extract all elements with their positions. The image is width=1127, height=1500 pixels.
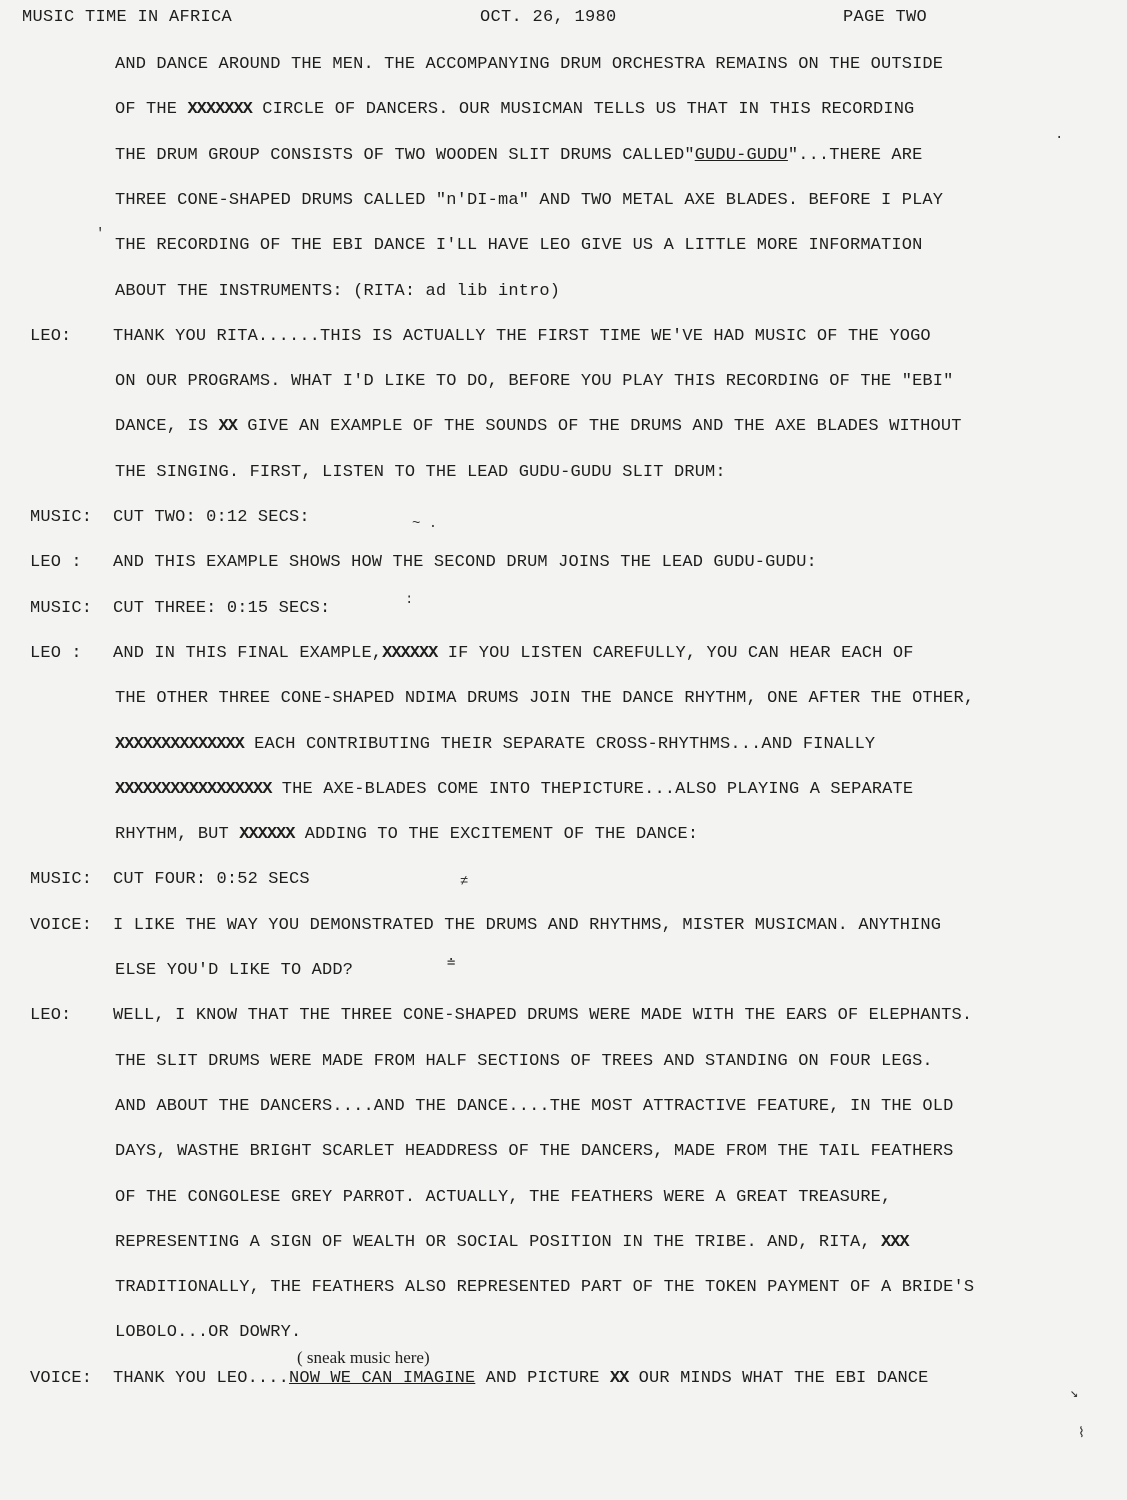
typed-over-text: XXXXXXXXXXXXXXXXX — [115, 779, 272, 799]
script-line — [0, 414, 1127, 440]
line-text — [115, 460, 726, 486]
line-text — [115, 1094, 953, 1120]
text-run: AND THIS EXAMPLE SHOWS HOW THE SECOND DRUM JOINS THE LEAD GUDU-GUDU: — [113, 553, 817, 573]
text-run: ABOUT THE INSTRUMENTS: (RITA: ad lib intro) — [115, 281, 561, 301]
text-run: IF YOU LISTEN CAREFULLY, YOU CAN HEAR EACH OF — [437, 643, 914, 663]
text-run: OF THE CONGOLESE GREY PARROT. ACTUALLY, THE FEATHERS WERE A GREAT TREASURE, — [115, 1187, 892, 1207]
text-run: AND PICTURE — [475, 1368, 610, 1388]
text-run: CUT THREE: 0:15 SECS: — [113, 598, 331, 618]
typed-over-text: XX — [218, 417, 237, 437]
speaker-label: MUSIC: — [30, 598, 93, 618]
text-run: DAYS, WASTHE BRIGHT SCARLET HEADDRESS OF THE DANCERS, MADE FROM THE TAIL FEATHERS — [115, 1142, 954, 1162]
text-run: THREE CONE-SHAPED DRUMS CALLED "n'DI-ma" AND TWO METAL AXE BLADES. BEFORE I PLAY — [115, 190, 944, 210]
line-text — [115, 1139, 953, 1165]
typed-over-text: XXXXXXXXXXXXXX — [115, 734, 244, 754]
text-run: OUR MINDS WHAT THE EBI DANCE — [628, 1368, 929, 1388]
line-text — [113, 1003, 972, 1029]
script-line — [0, 822, 1127, 848]
program-title: MUSIC TIME IN AFRICA — [22, 8, 233, 27]
script-line — [0, 97, 1127, 123]
text-run: ON OUR PROGRAMS. WHAT I'D LIKE TO DO, BEFORE YOU PLAY THIS RECORDING OF THE "EBI" — [115, 372, 954, 392]
script-line — [0, 1094, 1127, 1120]
text-run: EACH CONTRIBUTING THEIR SEPARATE CROSS-RHYTHMS...AND FINALLY — [243, 734, 876, 754]
line-text — [115, 188, 943, 214]
script-line — [0, 505, 1127, 531]
line-text — [115, 279, 560, 305]
speaker-label: VOICE: — [30, 1368, 93, 1388]
speaker-label: VOICE: — [30, 915, 93, 935]
line-text — [115, 414, 962, 440]
line-text — [115, 1320, 301, 1346]
text-run: THE AXE-BLADES COME INTO THEPICTURE...ALSO PLAYING A SEPARATE — [271, 779, 914, 799]
line-text — [113, 596, 330, 622]
text-run: GIVE AN EXAMPLE OF THE SOUNDS OF THE DRUMS AND THE AXE BLADES WITHOUT — [236, 417, 962, 437]
line-text — [113, 641, 914, 667]
line-text — [115, 777, 913, 803]
text-run: THANK YOU RITA......THIS IS ACTUALLY THE FIRST TIME WE'VE HAD MUSIC OF THE YOGO — [113, 326, 931, 346]
script-line — [0, 1003, 1127, 1029]
script-line — [0, 1366, 1127, 1392]
text-run: AND IN THIS FINAL EXAMPLE, — [113, 643, 383, 663]
underlined-text: GUDU-GUDU — [694, 145, 788, 165]
speaker-label: LEO: — [30, 326, 72, 346]
script-line — [0, 777, 1127, 803]
script-line — [0, 1275, 1127, 1301]
line-text — [113, 324, 931, 350]
text-run: THE SINGING. FIRST, LISTEN TO THE LEAD GUDU-GUDU SLIT DRUM: — [115, 462, 726, 482]
line-text — [115, 369, 953, 395]
typed-over-text: XXXXXX — [239, 825, 295, 845]
line-text — [115, 143, 922, 169]
script-line — [0, 641, 1127, 667]
typed-over-text: XXXXXX — [382, 643, 438, 663]
speaker-label: LEO: — [30, 1006, 72, 1026]
text-run: THE OTHER THREE CONE-SHAPED NDIMA DRUMS JOIN THE DANCE RHYTHM, ONE AFTER THE OTHER, — [115, 689, 975, 709]
speaker-label: MUSIC: — [30, 508, 93, 527]
text-run: RHYTHM, BUT — [115, 825, 240, 845]
typed-over-text: XXXXXXX — [187, 100, 252, 120]
stray-mark: ⌇ — [1078, 1426, 1085, 1442]
stray-mark: ' — [96, 226, 105, 242]
line-text — [115, 233, 922, 259]
script-line — [0, 958, 1127, 984]
script-line — [0, 1320, 1127, 1346]
text-run: I LIKE THE WAY YOU DEMONSTRATED THE DRUMS AND RHYTHMS, MISTER MUSICMAN. ANYTHING — [113, 915, 942, 935]
script-line — [0, 1139, 1127, 1165]
line-text — [115, 1049, 933, 1075]
stray-mark: ↘ — [1070, 1386, 1079, 1402]
line-text — [113, 1366, 929, 1392]
text-run: ADDING TO THE EXCITEMENT OF THE DANCE: — [294, 825, 699, 845]
broadcast-date: OCT. 26, 1980 — [480, 8, 617, 27]
typed-over-text: XXX — [881, 1232, 909, 1252]
line-text — [115, 97, 914, 123]
script-line — [0, 233, 1127, 259]
handwritten-note: ( sneak music here) — [297, 1348, 430, 1367]
stray-mark: ≐ — [447, 956, 456, 972]
text-run: OF THE — [115, 100, 188, 120]
line-text — [115, 822, 698, 848]
script-line — [0, 52, 1127, 78]
script-line — [0, 732, 1127, 758]
script-line — [0, 188, 1127, 214]
typed-over-text: XX — [609, 1368, 629, 1388]
line-text — [115, 1185, 891, 1211]
text-run: DANCE, IS — [115, 417, 219, 437]
script-line — [0, 1049, 1127, 1075]
text-run: REPRESENTING A SIGN OF WEALTH OR SOCIAL POSITION IN THE TRIBE. AND, RITA, — [115, 1232, 882, 1252]
script-line — [0, 867, 1127, 893]
line-text — [113, 867, 310, 893]
underlined-text: NOW WE CAN IMAGINE — [288, 1368, 476, 1388]
stray-mark: ≠ — [460, 874, 469, 890]
script-line — [0, 550, 1127, 576]
script-line — [0, 279, 1127, 305]
text-run: CUT FOUR: 0:52 SECS — [113, 870, 310, 890]
script-line — [0, 596, 1127, 622]
line-text — [115, 1230, 909, 1256]
text-run: WELL, I KNOW THAT THE THREE CONE-SHAPED DRUMS WERE MADE WITH THE EARS OF ELEPHANTS. — [113, 1006, 973, 1026]
script-line — [0, 1185, 1127, 1211]
line-text — [115, 958, 353, 984]
text-run: ELSE YOU'D LIKE TO ADD? — [115, 961, 354, 980]
text-run: AND ABOUT THE DANCERS....AND THE DANCE....THE MOST ATTRACTIVE FEATURE, IN THE OLD — [115, 1096, 954, 1116]
stray-mark: : — [405, 592, 414, 608]
text-run: THE SLIT DRUMS WERE MADE FROM HALF SECTIONS OF TREES AND STANDING ON FOUR LEGS. — [115, 1051, 933, 1071]
script-line — [0, 369, 1127, 395]
speaker-label: MUSIC: — [30, 870, 93, 890]
line-text — [115, 686, 974, 712]
page-header — [0, 8, 1127, 36]
script-line — [0, 324, 1127, 350]
text-run: THE DRUM GROUP CONSISTS OF TWO WOODEN SLIT DRUMS CALLED" — [115, 145, 695, 165]
text-run: LOBOLO...OR DOWRY. — [115, 1323, 302, 1343]
text-run: TRADITIONALLY, THE FEATHERS ALSO REPRESENTED PART OF THE TOKEN PAYMENT OF A BRIDE'S — [115, 1278, 975, 1298]
page-number: PAGE TWO — [843, 8, 928, 27]
script-line — [0, 686, 1127, 712]
text-run: CUT TWO: 0:12 SECS: — [113, 508, 310, 527]
text-run: CIRCLE OF DANCERS. OUR MUSICMAN TELLS US THAT IN THIS RECORDING — [251, 100, 915, 120]
script-line — [0, 460, 1127, 486]
stray-mark: ~ . — [412, 516, 438, 532]
speaker-label: LEO : — [30, 643, 82, 663]
line-text — [115, 1275, 974, 1301]
script-line — [0, 143, 1127, 169]
speaker-label: LEO : — [30, 553, 82, 573]
text-run: "...THERE ARE — [787, 145, 923, 165]
line-text — [113, 505, 310, 531]
text-run: THE RECORDING OF THE EBI DANCE I'LL HAVE LEO GIVE US A LITTLE MORE INFORMATION — [115, 236, 923, 256]
script-line — [0, 1230, 1127, 1256]
script-line — [0, 913, 1127, 939]
line-text — [113, 913, 941, 939]
stray-mark: · — [1055, 130, 1064, 146]
line-text — [113, 550, 817, 576]
line-text — [115, 732, 875, 758]
line-text — [115, 52, 943, 78]
text-run: THANK YOU LEO.... — [113, 1368, 289, 1388]
text-run: AND DANCE AROUND THE MEN. THE ACCOMPANYING DRUM ORCHESTRA REMAINS ON THE OUTSIDE — [115, 55, 944, 74]
